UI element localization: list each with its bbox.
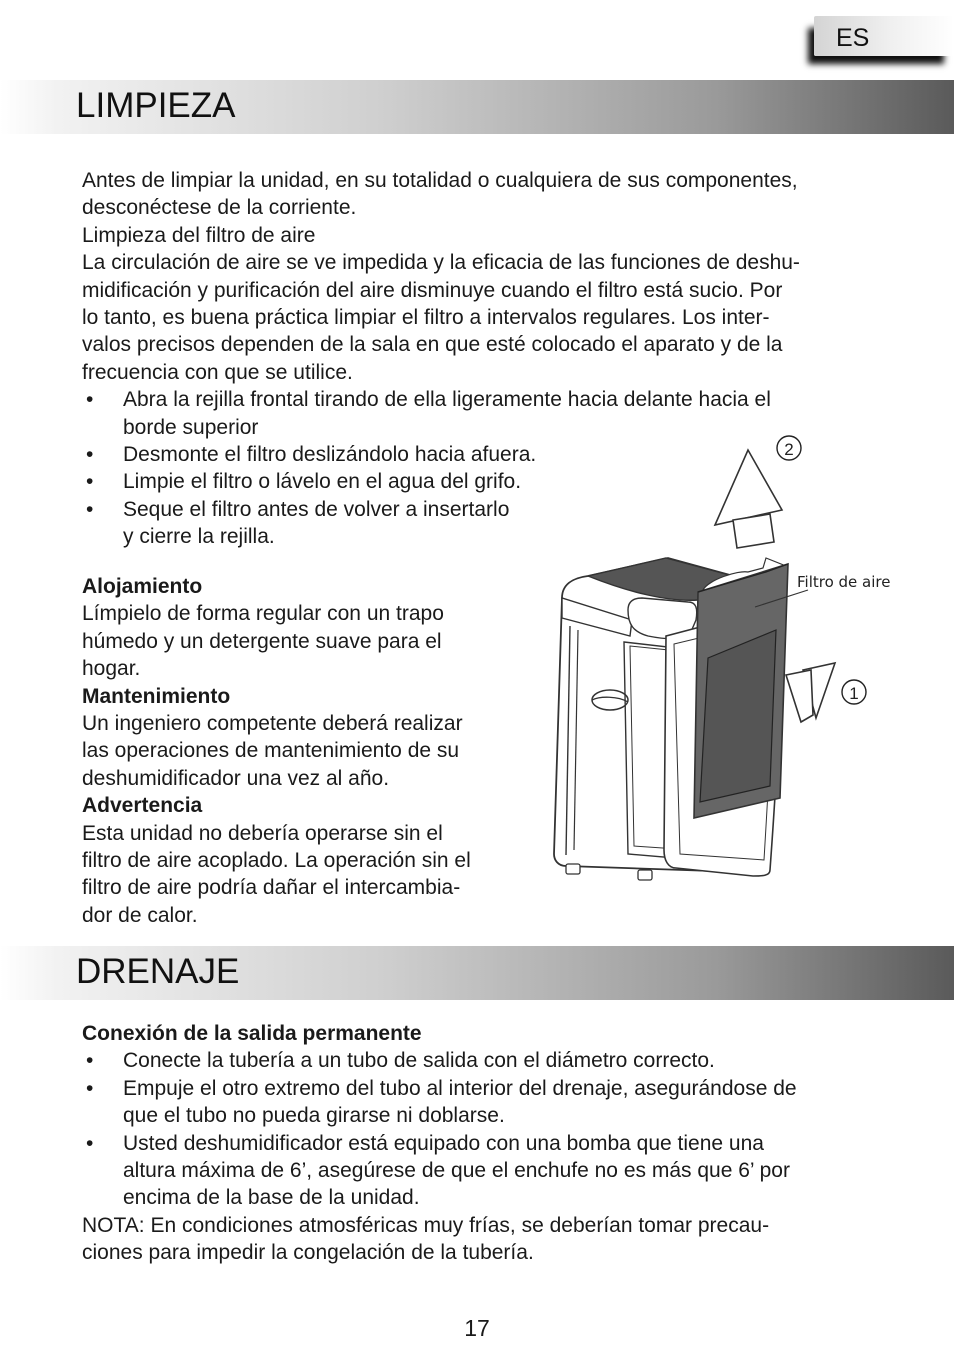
- intro-line: frecuencia con que se utilice.: [82, 360, 353, 384]
- arrow-pull-icon: [786, 663, 835, 722]
- maintenance-line: deshumidificador una vez al año.: [82, 766, 390, 790]
- note-line: NOTA: En condiciones atmosféricas muy frías, se deberían tomar precau-: [82, 1213, 770, 1237]
- maintenance-line: las operaciones de mantenimiento de su: [82, 739, 460, 763]
- intro-line: desconéctese de la corriente.: [82, 196, 357, 220]
- filter-label: Filtro de aire: [797, 573, 891, 591]
- list-item: [82, 1075, 882, 1130]
- step-1-label: 1: [849, 684, 859, 703]
- intro-line: La circulación de aire se ve impedida y la eficacia de las funciones de deshu-: [82, 251, 800, 275]
- page-number: 17: [464, 1315, 490, 1341]
- warning-heading: Advertencia: [82, 794, 203, 818]
- language-tab: [814, 16, 954, 56]
- arrow-up-icon: [715, 450, 782, 548]
- language-label: ES: [836, 24, 870, 52]
- intro-line: lo tanto, es buena práctica limpiar el filtro a intervalos regulares. Los inter-: [82, 306, 770, 330]
- intro-line: Limpieza del filtro de aire: [82, 223, 316, 247]
- warning-line: Esta unidad no debería operarse sin el: [82, 821, 443, 845]
- list-item-line: • Conecte la tubería a un tubo de salida con el diámetro correcto.: [123, 1049, 715, 1073]
- warning-line: filtro de aire acoplado. La operación sin el: [82, 849, 471, 873]
- dehumidifier-drawing: [548, 430, 928, 890]
- drainage-steps-list: [82, 1047, 882, 1211]
- maintenance-line: Un ingeniero competente deberá realizar: [82, 712, 463, 736]
- list-item-line: • Empuje el otro extremo del tubo al interior del drenaje, asegurándose de: [123, 1076, 797, 1100]
- section-title-drainage: DRENAJE: [76, 952, 240, 991]
- housing-line: húmedo y un detergente suave para el: [82, 629, 442, 653]
- drainage-heading: Conexión de la salida permanente: [82, 1022, 422, 1045]
- list-item-line: • Desmonte el filtro deslizándolo hacia afuera.: [123, 443, 537, 467]
- list-item-line: • Usted deshumidificador está equipado con una bomba que tiene una: [123, 1131, 764, 1155]
- list-item-line: • Abra la rejilla frontal tirando de ella ligeramente hacia delante hacia el: [123, 388, 771, 412]
- warning-line: filtro de aire podría dañar el intercambia-: [82, 876, 461, 900]
- drainage-content: [82, 1020, 882, 1267]
- housing-line: Límpielo de forma regular con un trapo: [82, 602, 444, 626]
- section-title-cleaning: LIMPIEZA: [76, 86, 236, 125]
- section-header-cleaning: [0, 80, 954, 134]
- list-item: [82, 1130, 882, 1212]
- list-item-line: borde superior: [123, 415, 259, 439]
- list-item-line: altura máxima de 6’, asegúrese de que el enchufe no es más que 6’ por: [123, 1159, 790, 1183]
- list-item-line: • Limpie el filtro o lávelo en el agua del grifo.: [123, 470, 522, 494]
- list-item-line: encima de la base de la unidad.: [123, 1186, 420, 1210]
- dehumidifier-filter-illustration: [548, 430, 928, 890]
- maintenance-heading: Mantenimiento: [82, 684, 231, 708]
- step-2-label: 2: [784, 440, 794, 459]
- list-item: [82, 1047, 882, 1074]
- note-line: ciones para impedir la congelación de la tubería.: [82, 1241, 534, 1265]
- air-filter: [694, 558, 788, 818]
- housing-line: hogar.: [82, 657, 141, 681]
- section-header-drainage: [0, 946, 954, 1000]
- list-item-line: • Seque el filtro antes de volver a insertarlo: [123, 497, 510, 521]
- warning-line: dor de calor.: [82, 903, 198, 927]
- cleaning-subsections: [82, 573, 522, 929]
- list-item-line: que el tubo no pueda girarse ni doblarse.: [123, 1104, 505, 1128]
- intro-line: valos precisos dependen de la sala en que esté colocado el aparato y de la: [82, 333, 783, 357]
- intro-line: midificación y purificación del aire disminuye cuando el filtro está sucio. Por: [82, 278, 783, 302]
- list-item-line: y cierre la rejilla.: [123, 525, 275, 549]
- intro-line: Antes de limpiar la unidad, en su totalidad o cualquiera de sus componentes,: [82, 169, 798, 192]
- housing-heading: Alojamiento: [82, 575, 203, 598]
